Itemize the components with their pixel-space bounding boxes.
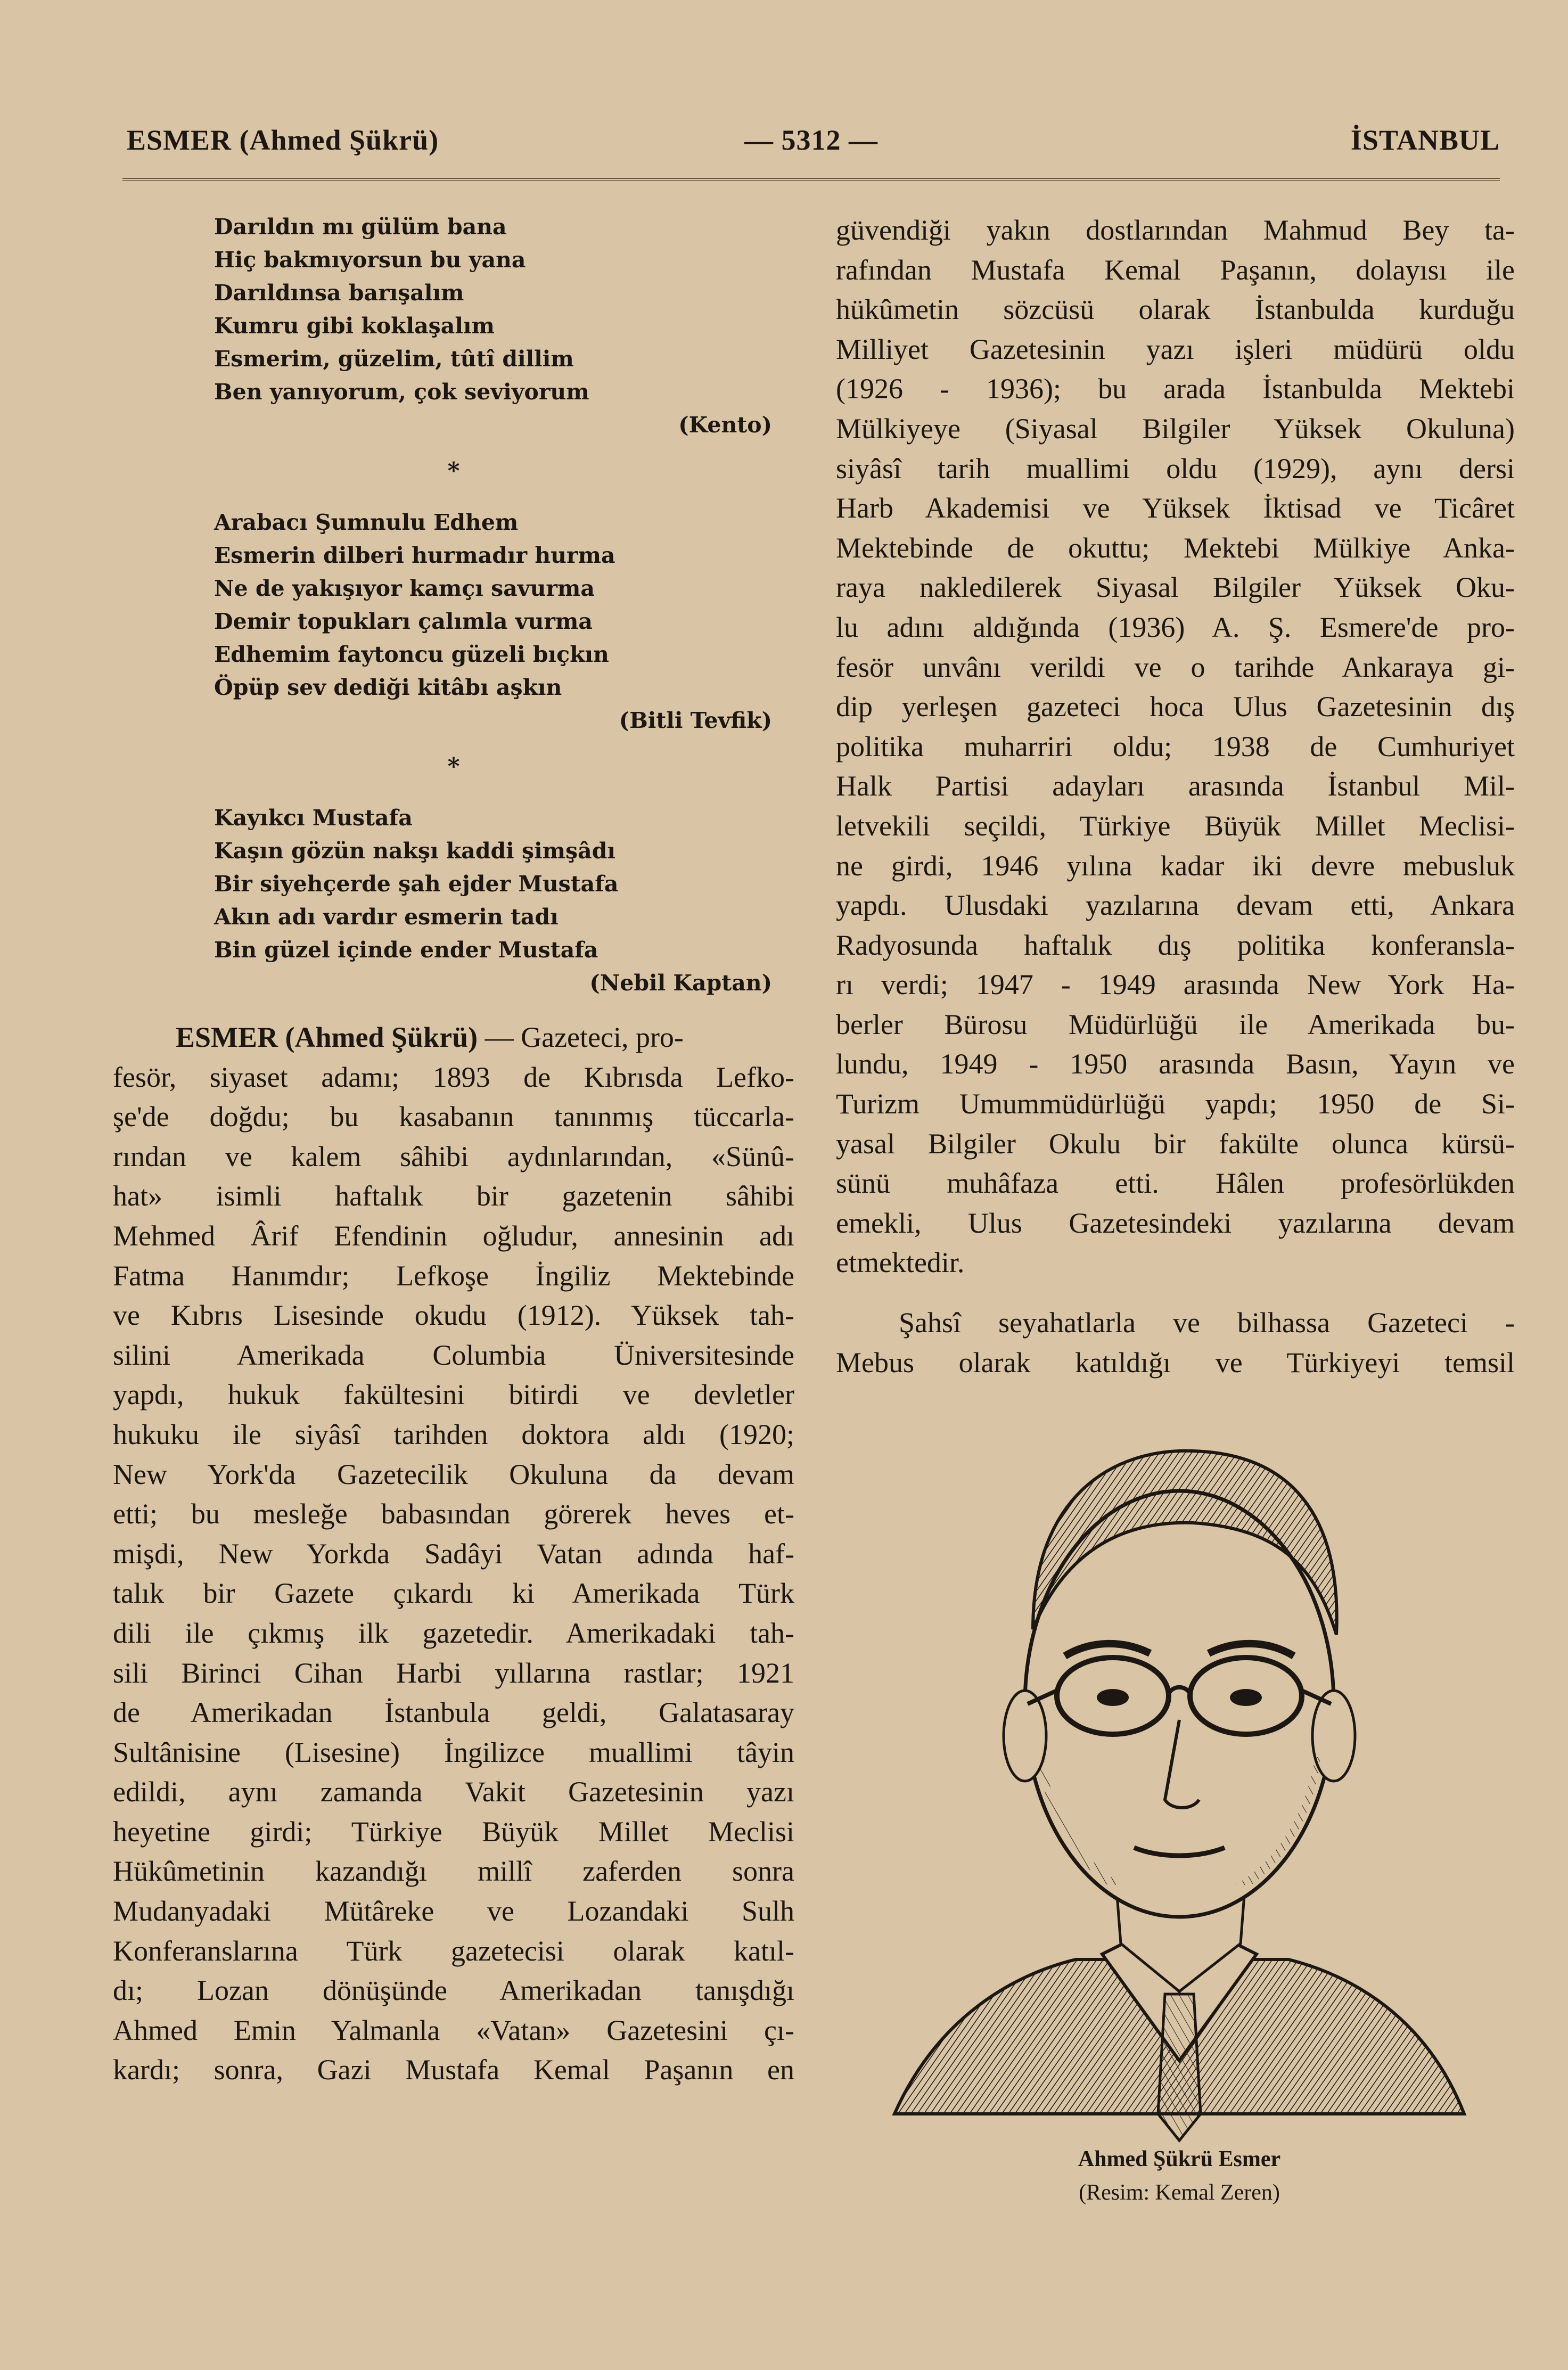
text-line: Ahmed Emin Yalmanla «Vatan» Gazetesini çı- <box>113 2014 794 2046</box>
text-line: fesör, siyaset adamı; 1893 de Kıbrısda Lefko- <box>113 1061 794 1093</box>
text-line: Hükûmetinin kazandığı millî zaferden sonra <box>113 1855 794 1888</box>
text-line: heyetine girdi; Türkiye Büyük Millet Meclisi <box>113 1815 794 1848</box>
text-line: raya nakledilerek Siyasal Bilgiler Yüksek Oku- <box>836 571 1515 604</box>
poem-separator: * <box>447 457 460 485</box>
text-line: Radyosunda haftalık dış politika konferansla- <box>836 929 1515 961</box>
entry-headword: ESMER (Ahmed Şükrü) <box>176 1021 478 1053</box>
poem-line: Kayıkcı Mustafa <box>214 805 413 831</box>
text-line: dip yerleşen gazeteci hoca Ulus Gazetesinin dış <box>836 691 1515 723</box>
article-body-second-paragraph <box>836 1303 1515 1382</box>
poem-line: Bir siyehçerde şah ejder Mustafa <box>214 871 619 897</box>
poem-line: Edhemim faytoncu güzeli bıçkın <box>214 642 609 667</box>
text-line: hukuku ile siyâsî tarihden doktora aldı (1920; <box>113 1418 794 1450</box>
text-line: Mülkiyeye (Siyasal Bilgiler Yüksek Okuluna) <box>836 412 1515 445</box>
text-line: rından ve kalem sâhibi aydınlarından, «Sünû- <box>113 1140 794 1172</box>
text-line: Mebus olarak katıldığı ve Türkiyeyi temsil <box>836 1346 1515 1379</box>
text-line: Mektebinde de okuttu; Mektebi Mülkiye Anka- <box>836 531 1515 564</box>
header-page-number: — 5312 — <box>744 124 878 156</box>
text-line: Mehmed Ârif Efendinin oğludur, annesinin adı <box>113 1219 794 1252</box>
text-line: Harb Akademisi ve Yüksek İktisad ve Ticâret <box>836 492 1515 524</box>
text-line: kardı; sonra, Gazi Mustafa Kemal Paşanın en <box>113 2054 794 2086</box>
text-line: Sultânisine (Lisesine) İngilizce muallimi tâyin <box>113 1736 794 1768</box>
text-line: Konferanslarına Türk gazetecisi olarak katıl- <box>113 1934 794 1967</box>
text-line: silini Amerikada Columbia Üniversitesinde <box>113 1339 794 1371</box>
poem-line: Kaşın gözün nakşı kaddi şimşâdı <box>214 838 615 864</box>
portrait-caption-name: Ahmed Şükrü Esmer <box>1078 2147 1281 2171</box>
header-rule <box>122 178 1500 181</box>
ornament <box>113 999 794 1018</box>
portrait-caption-credit: (Resim: Kemal Zeren) <box>1079 2180 1280 2205</box>
text-line: mişdi, New Yorkda Sadâyi Vatan adında haf- <box>113 1537 794 1570</box>
poem-author: (Bitli Tevfik) <box>619 708 772 733</box>
poem-line: Demir topukları çalımla vurma <box>214 609 593 634</box>
portrait-drawing <box>873 1406 1485 2146</box>
article-body-right <box>836 210 1515 1283</box>
text-line: ne girdi, 1946 yılına kadar iki devre mebusluk <box>836 849 1515 882</box>
right-column <box>836 210 1515 1382</box>
poem-line: Öpüp sev dediği kitâbı aşkın <box>214 675 562 700</box>
text-line: rı verdi; 1947 - 1949 arasında New York Ha- <box>836 969 1515 1001</box>
text-line: lu adını aldığında (1936) A. Ş. Esmere'de pro- <box>836 611 1515 643</box>
poem-line: Ne de yakışıyor kamçı savurma <box>214 576 595 601</box>
poem-1 <box>113 210 794 441</box>
text-line: fesör unvânı verildi ve o tarihde Ankaraya gi- <box>836 651 1515 683</box>
text-line <box>113 1018 794 1057</box>
poem-line: Akın adı vardır esmerin tadı <box>214 904 559 930</box>
poem-line: Esmerin dilberi hurmadır hurma <box>214 543 615 568</box>
text-line: talık bir Gazete çıkardı ki Amerikada Türk <box>113 1577 794 1610</box>
text-line: Halk Partisi adayları arasında İstanbul Mil- <box>836 770 1515 802</box>
text-line: Mudanyadaki Mütâreke ve Lozandaki Sulh <box>113 1895 794 1928</box>
text-line: Şahsî seyahatlarla ve bilhassa Gazeteci - <box>899 1307 1515 1339</box>
text-line: dili ile çıkmış ilk gazetedir. Amerikadaki tah- <box>113 1617 794 1649</box>
poem-line: Darıldınsa barışalım <box>214 280 464 306</box>
text-line: hat» isimli haftalık bir gazetenin sâhibi <box>113 1180 794 1212</box>
poem-line: Bin güzel içinde ender Mustafa <box>214 937 598 963</box>
running-header <box>122 118 1500 166</box>
text-line: sünü muhâfaza etti. Hâlen profesörlükden <box>836 1167 1515 1200</box>
text-line: de Amerikadan İstanbula geldi, Galatasaray <box>113 1696 794 1729</box>
text-line: letvekili seçildi, Türkiye Büyük Millet Meclisi- <box>836 809 1515 842</box>
header-volume-title: İSTANBUL <box>1350 124 1500 156</box>
text-line: yapdı, hukuk fakültesini bitirdi ve devletler <box>113 1379 794 1411</box>
poem-line: Arabacı Şumnulu Edhem <box>214 510 519 535</box>
portrait-illustration <box>873 1406 1485 2146</box>
text-line: Turizm Umummüdürlüğü yapdı; 1950 de Si- <box>836 1088 1515 1120</box>
poem-line: Hiç bakmıyorsun bu yana <box>214 247 526 273</box>
poem-3 <box>113 801 794 999</box>
poem-author: (Nebil Kaptan) <box>589 970 772 996</box>
poem-line: Esmerim, güzelim, tûtî dillim <box>214 346 574 372</box>
text-fragment: — Gazeteci, pro- <box>478 1021 684 1053</box>
text-line: sili Birinci Cihan Harbi yıllarına rastlar; 1921 <box>113 1656 794 1689</box>
text-line: lundu, 1949 - 1950 arasında Basın, Yayın ve <box>836 1048 1515 1080</box>
header-entry-name: ESMER (Ahmed Şükrü) <box>127 124 439 156</box>
article-body-left <box>113 1018 794 2090</box>
text-line: şe'de doğdu; bu kasabanın tanınmış tüccarla- <box>113 1101 794 1133</box>
text-line: yasal Bilgiler Okulu bir fakülte olunca kürsü- <box>836 1127 1515 1160</box>
text-line: New York'da Gazetecilik Okuluna da devam <box>113 1458 794 1490</box>
text-line: etmektedir. <box>836 1246 965 1279</box>
text-line: güvendiği yakın dostlarından Mahmud Bey ta- <box>836 214 1515 246</box>
poem-line: Kumru gibi koklaşalım <box>214 313 495 339</box>
text-line: ve Kıbrıs Lisesinde okudu (1912). Yüksek tah- <box>113 1299 794 1332</box>
poem-line: Darıldın mı gülüm bana <box>214 214 507 240</box>
poem-line: Ben yanıyorum, çok seviyorum <box>214 379 589 405</box>
text-line: etti; bu mesleğe babasından görerek heves et- <box>113 1498 794 1530</box>
poem-2 <box>113 506 794 737</box>
text-line: (1926 - 1936); bu arada İstanbulda Mektebi <box>836 373 1515 405</box>
text-line: rafından Mustafa Kemal Paşanın, dolayısı ile <box>836 253 1515 286</box>
text-line: emekli, Ulus Gazetesindeki yazılarına devam <box>836 1207 1515 1239</box>
poem-separator: * <box>447 753 460 780</box>
left-column <box>113 210 794 2090</box>
text-line: berler Bürosu Müdürlüğü ile Amerikada bu- <box>836 1008 1515 1040</box>
text-line: siyâsî tarih muallimi oldu (1929), aynı dersi <box>836 452 1515 485</box>
text-line: politika muharriri oldu; 1938 de Cumhuriyet <box>836 730 1515 762</box>
text-line: yapdı. Ulusdaki yazılarına devam etti, Ankara <box>836 889 1515 922</box>
text-line: dı; Lozan dönüşünde Amerikadan tanışdığı <box>113 1974 794 2007</box>
poem-author: (Kento) <box>678 412 772 438</box>
text-line: Milliyet Gazetesinin yazı işleri müdürü oldu <box>836 333 1515 365</box>
text-line: edildi, aynı zamanda Vakit Gazetesinin yazı <box>113 1776 794 1808</box>
text-line: Fatma Hanımdır; Lefkoşe İngiliz Mektebinde <box>113 1259 794 1292</box>
text-line: hükûmetin sözcüsü olarak İstanbulda kurduğu <box>836 293 1515 326</box>
